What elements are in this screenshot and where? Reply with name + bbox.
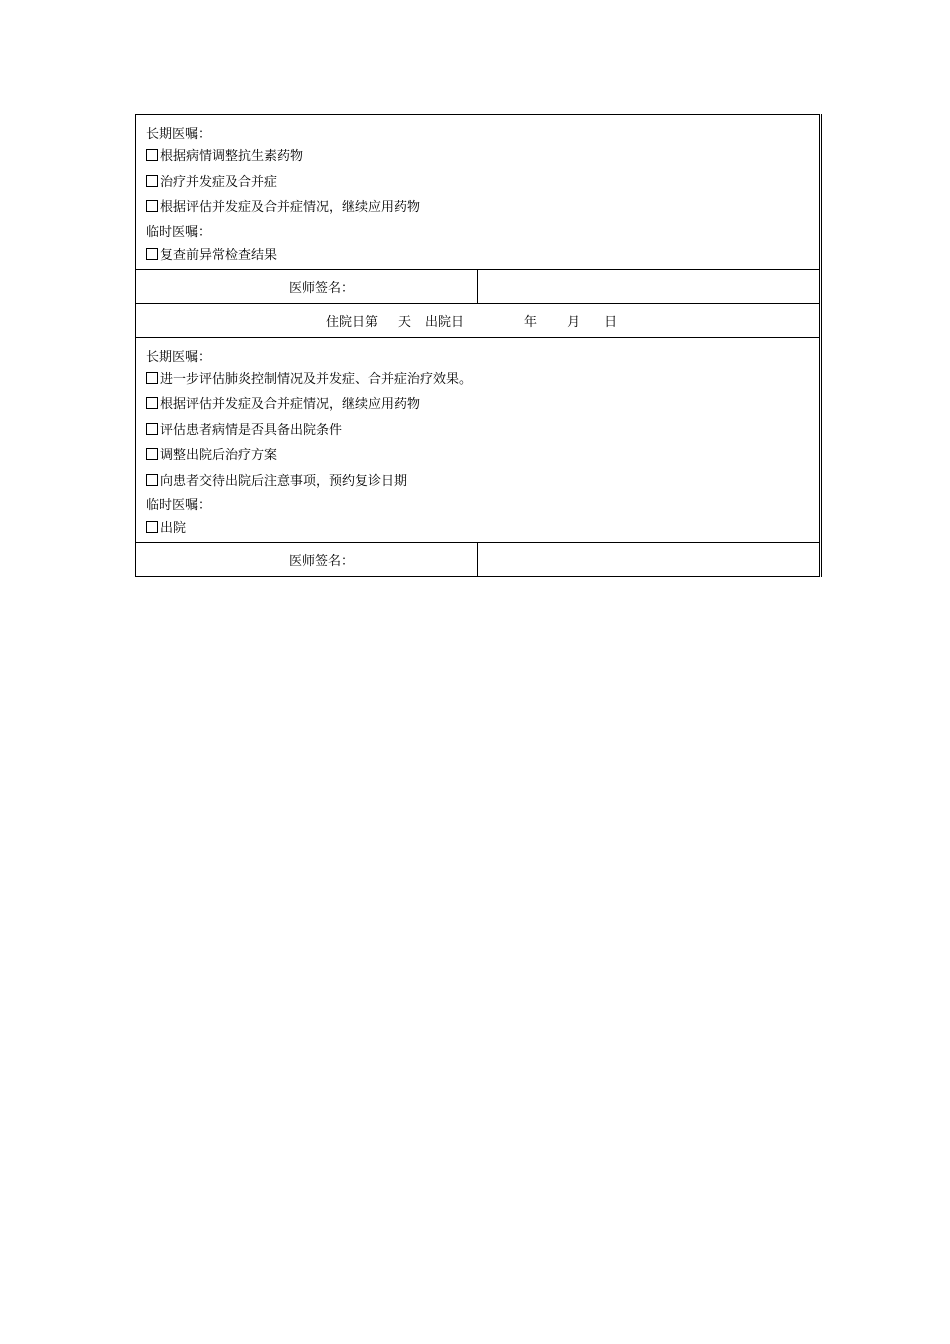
temporary-orders-label: 临时医嘱： [146, 498, 212, 513]
order-item[interactable] [146, 195, 819, 221]
order-item-text: 根据评估并发症及合并症情况，继续应用药物 [160, 200, 421, 215]
order-item-text: 调整出院后治疗方案 [160, 448, 278, 463]
discharge-day-header [136, 303, 821, 337]
orders-cell-day1 [136, 115, 821, 270]
order-item-text: 复查前异常检查结果 [160, 247, 278, 263]
order-item[interactable] [146, 418, 819, 444]
order-item[interactable] [146, 245, 819, 266]
day-mark: 日 [604, 314, 618, 330]
hospital-day-unit: 天 [398, 314, 412, 330]
order-item[interactable] [146, 170, 819, 196]
year-unit: 年 [524, 314, 538, 330]
order-item-text: 向患者交待出院后注意事项，预约复诊日期 [160, 473, 408, 489]
order-item[interactable] [146, 144, 819, 170]
order-item[interactable] [146, 392, 819, 418]
order-item[interactable] [146, 469, 819, 495]
order-item-text: 治疗并发症及合并症 [160, 174, 278, 190]
order-item-text: 根据病情调整抗生素药物 [160, 149, 304, 164]
checkbox-icon[interactable] [146, 423, 158, 435]
signature-row-day1 [136, 269, 821, 303]
physician-signature-field[interactable] [478, 543, 821, 577]
discharge-day-row [136, 303, 821, 337]
orders-row-day2 [136, 337, 821, 543]
temporary-orders-label: 临时医嘱： [146, 224, 212, 240]
physician-signature-label: 医师签名： [136, 269, 478, 303]
checkbox-icon[interactable] [146, 474, 158, 486]
doctor-orders-table [135, 114, 822, 577]
checkbox-icon[interactable] [146, 448, 158, 460]
signature-row-day2 [136, 543, 821, 577]
order-item[interactable] [146, 518, 819, 539]
checkbox-icon[interactable] [146, 372, 158, 384]
checkbox-icon[interactable] [146, 149, 158, 161]
checkbox-icon[interactable] [146, 248, 158, 260]
checkbox-icon[interactable] [146, 175, 158, 187]
hospital-day-prefix: 住院日第 [326, 314, 379, 330]
month-unit: 月 [567, 314, 581, 330]
orders-row-day1 [136, 115, 821, 270]
checkbox-icon[interactable] [146, 397, 158, 409]
discharge-day-label: 出院日 [425, 314, 465, 330]
physician-signature-label: 医师签名： [136, 543, 478, 577]
order-item-text: 出院 [160, 521, 187, 536]
checkbox-icon[interactable] [146, 521, 158, 533]
checkbox-icon[interactable] [146, 200, 158, 212]
long-term-orders-label: 长期医嘱： [146, 127, 212, 142]
orders-cell-day2 [136, 337, 821, 543]
physician-signature-field[interactable] [478, 269, 821, 303]
order-item-text: 根据评估并发症及合并症情况，继续应用药物 [160, 397, 421, 412]
order-item-text: 评估患者病情是否具备出院条件 [160, 422, 343, 438]
long-term-orders-label: 长期医嘱： [146, 349, 212, 365]
order-item[interactable] [146, 367, 819, 393]
order-item-text: 进一步评估肺炎控制情况及并发症、合并症治疗效果。 [160, 371, 473, 387]
order-item[interactable] [146, 443, 819, 469]
